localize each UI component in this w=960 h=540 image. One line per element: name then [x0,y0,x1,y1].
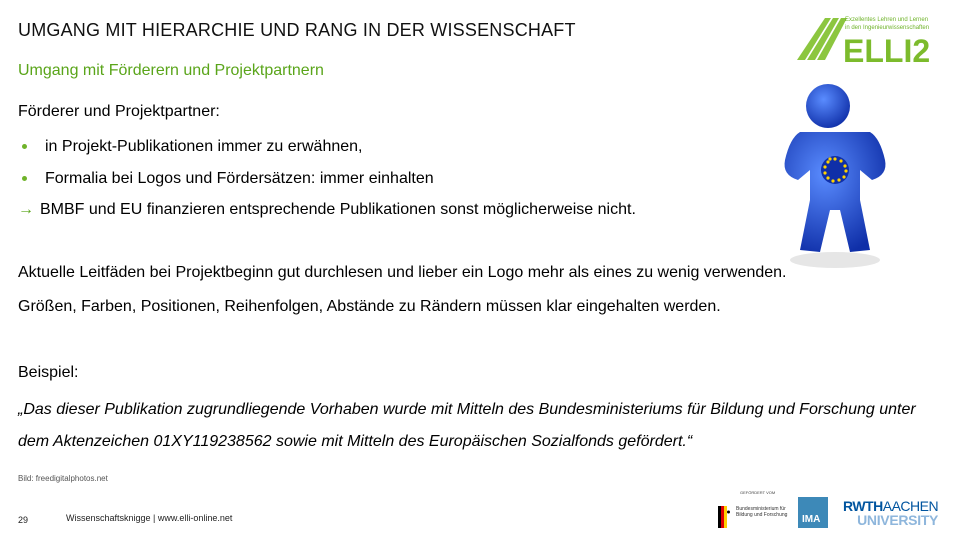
rwth-university: UNIVERSITY [857,512,939,528]
rwth-logo [843,498,938,528]
intro-text: Förderer und Projektpartner: [18,103,220,120]
bmbf-logo [718,490,788,532]
slide-title: UMGANG MIT HIERARCHIE UND RANG IN DER WISSENSCHAFT [18,20,576,40]
blue-figure-illustration [770,80,900,270]
example-quote: „Das dieser Publikation zugrundliegende Vorhaben wurde mit Mitteln des Bundesministeriums für Bildung und Forschung unter dem Aktenzeichen 01XY119238562 sowie mit Mitteln des Europäischen Sozialfonds gefördert.“ [18,401,916,450]
elli-tagline-2: in den Ingenieurwissenschaften [845,25,930,31]
image-credit: Bild: freedigitalphotos.net [18,474,108,483]
page-number: 29 [18,515,29,525]
footer-text: Wissenschaftsknigge | www.elli-online.net [66,513,233,523]
bullet-item: in Projekt-Publikationen immer zu erwähnen, [18,137,434,169]
bmbf-name: Bundesministerium für Bildung und Forschung [736,506,788,518]
elli-tagline-1: Exzellentes Lehren und Lernen [845,17,929,23]
arrow-right-icon: → [18,201,34,218]
german-eagle-flag-icon [718,506,730,528]
elli-name: ELLI2 [843,33,931,69]
bullet-list [18,137,434,201]
bullet-dot-icon [22,144,27,149]
arrow-statement: → BMBF und EU finanzieren entsprechende Publikationen sonst möglicherweise nicht. [18,201,636,218]
paragraph-guidelines: Aktuelle Leitfäden bei Projektbeginn gut durchlesen und lieber ein Logo mehr als eines zu wenig verwenden. [18,264,787,281]
bmbf-supported-by: GEFÖRDERT VOM [740,490,776,495]
rwth-aachen: AACHEN [882,498,939,514]
slide-subtitle: Umgang mit Förderern und Projektpartnern [18,62,324,79]
bullet-dot-icon [22,176,27,181]
example-label: Beispiel: [18,364,79,381]
rwth-bold: RWTH [843,498,883,514]
ima-logo: IMA [798,497,828,528]
paragraph-formalities: Größen, Farben, Positionen, Reihenfolgen, Abstände zu Rändern müssen klar eingehalten werden. [18,298,721,315]
bullet-item: Formalia bei Logos und Fördersätzen: immer einhalten [18,169,434,201]
elli2-logo [795,12,945,72]
